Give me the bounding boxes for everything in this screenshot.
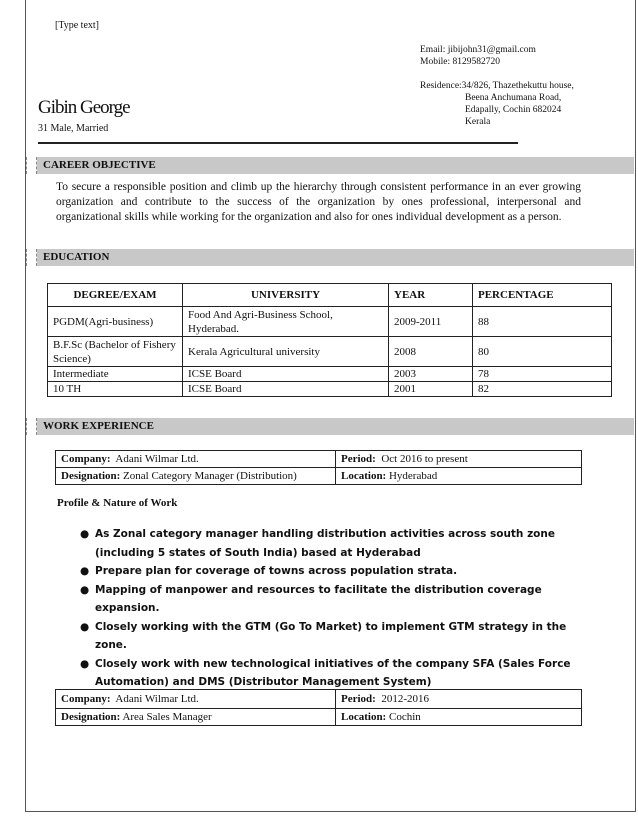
company-cell	[56, 690, 336, 709]
table-cell: 2009-2011	[389, 307, 473, 337]
table-cell: B.F.Sc (Bachelor of Fishery Science)	[48, 337, 183, 367]
section-bar-career	[37, 157, 634, 174]
company-cell	[56, 451, 336, 468]
contact-block	[420, 44, 574, 128]
table-row	[48, 367, 612, 382]
table-cell: Kerala Agricultural university	[183, 337, 389, 367]
header-divider	[38, 142, 518, 144]
section-marker	[26, 418, 37, 435]
column-header: DEGREE/EXAM	[48, 284, 183, 307]
list-item-text: Closely working with the GTM (Go To Market) to implement GTM strategy in the zone.	[95, 620, 567, 651]
table-row	[56, 468, 582, 485]
list-item-text: Closely work with new technological initiatives of the company SFA (Sales Force Automation) and DMS (Distributor Management System)	[95, 657, 571, 688]
column-header: PERCENTAGE	[473, 284, 612, 307]
section-marker	[26, 249, 37, 266]
designation-label: Designation:	[61, 470, 121, 482]
table-cell: 78	[473, 367, 612, 382]
designation-cell	[56, 709, 336, 726]
section-bar-work	[37, 418, 634, 435]
company-label: Company:	[61, 693, 111, 705]
residence-line: Edapally, Cochin 682024	[465, 105, 562, 115]
column-header: YEAR	[389, 284, 473, 307]
table-cell: Food And Agri-Business School, Hyderabad.	[183, 307, 389, 337]
location-value: Cochin	[388, 711, 421, 723]
period-label: Period:	[341, 693, 376, 705]
table-cell: Intermediate	[48, 367, 183, 382]
section-bar-education	[37, 249, 634, 266]
period-value: Oct 2016 to present	[381, 453, 468, 465]
section-heading: EDUCATION	[43, 251, 110, 263]
list-item-text: Prepare plan for coverage of towns across population strata.	[95, 565, 458, 577]
table-row	[56, 709, 582, 726]
company-value: Adani Wilmar Ltd.	[115, 693, 199, 705]
designation-value: Area Sales Manager	[122, 711, 212, 723]
table-row	[48, 337, 612, 367]
location-label: Location:	[341, 711, 387, 723]
table-cell: 2008	[389, 337, 473, 367]
section-heading: WORK EXPERIENCE	[43, 420, 154, 432]
period-cell	[336, 690, 582, 709]
residence-line: Kerala	[465, 117, 491, 127]
email: Email: jibijohn31@gmail.com	[420, 45, 536, 55]
list-item-text: Mapping of manpower and resources to facilitate the distribution coverage expansion.	[95, 583, 542, 614]
location-cell	[336, 468, 582, 485]
table-row	[56, 451, 582, 468]
column-header: UNIVERSITY	[183, 284, 389, 307]
company-label: Company:	[61, 453, 111, 465]
list-item	[80, 618, 600, 655]
table-cell: 82	[473, 382, 612, 397]
list-item-text: As Zonal category manager handling distribution activities across south zone (including 5 states of South India) based at Hyderabad	[95, 528, 555, 559]
section-heading: CAREER OBJECTIVE	[43, 159, 156, 171]
mobile: Mobile: 8129582720	[420, 57, 500, 67]
table-cell: 80	[473, 337, 612, 367]
list-item	[80, 581, 600, 618]
type-text-placeholder: [Type text]	[55, 20, 100, 31]
period-label: Period:	[341, 453, 376, 465]
designation-cell	[56, 468, 336, 485]
location-cell	[336, 709, 582, 726]
period-cell	[336, 451, 582, 468]
location-value: Hyderabad	[388, 470, 438, 482]
section-marker	[26, 157, 37, 174]
table-cell: 2001	[389, 382, 473, 397]
designation-value: Zonal Category Manager (Distribution)	[123, 470, 297, 482]
designation-label: Designation:	[61, 711, 121, 723]
period-value: 2012-2016	[381, 693, 429, 705]
list-item	[80, 655, 600, 692]
bullet-icon: ●	[80, 583, 90, 596]
job-table	[55, 689, 582, 726]
residence-line: Residence:34/826, Thazethekuttu house,	[420, 81, 574, 91]
location-label: Location:	[341, 470, 387, 482]
bullet-icon: ●	[80, 528, 90, 540]
table-cell: 10 TH	[48, 382, 183, 397]
table-row	[48, 307, 612, 337]
duties-list	[80, 525, 600, 692]
residence-line: Beena Anchumana Road,	[465, 93, 562, 103]
bullet-icon: ●	[80, 565, 90, 577]
table-cell: 2003	[389, 367, 473, 382]
table-cell: ICSE Board	[183, 382, 389, 397]
table-row	[48, 382, 612, 397]
table-row	[56, 690, 582, 709]
education-table	[47, 283, 612, 397]
company-value: Adani Wilmar Ltd.	[115, 453, 199, 465]
job-table	[55, 450, 582, 485]
list-item	[80, 562, 600, 581]
candidate-subtitle: 31 Male, Married	[38, 123, 109, 134]
bullet-icon: ●	[80, 657, 90, 670]
objective-text: To secure a responsible position and climb up the hierarchy through consistent performance in an ever growing organization and contribute to the success of the organization by ones professional, interpersonal and organizational skills while working for the organization and also for ones individual development as a person.	[56, 181, 581, 223]
table-header-row	[48, 284, 612, 307]
table-cell: ICSE Board	[183, 367, 389, 382]
profile-heading: Profile & Nature of Work	[57, 497, 178, 509]
list-item	[80, 525, 600, 562]
table-cell: PGDM(Agri-business)	[48, 307, 183, 337]
candidate-name: Gibin George	[38, 97, 130, 118]
table-cell: 88	[473, 307, 612, 337]
bullet-icon: ●	[80, 620, 90, 633]
